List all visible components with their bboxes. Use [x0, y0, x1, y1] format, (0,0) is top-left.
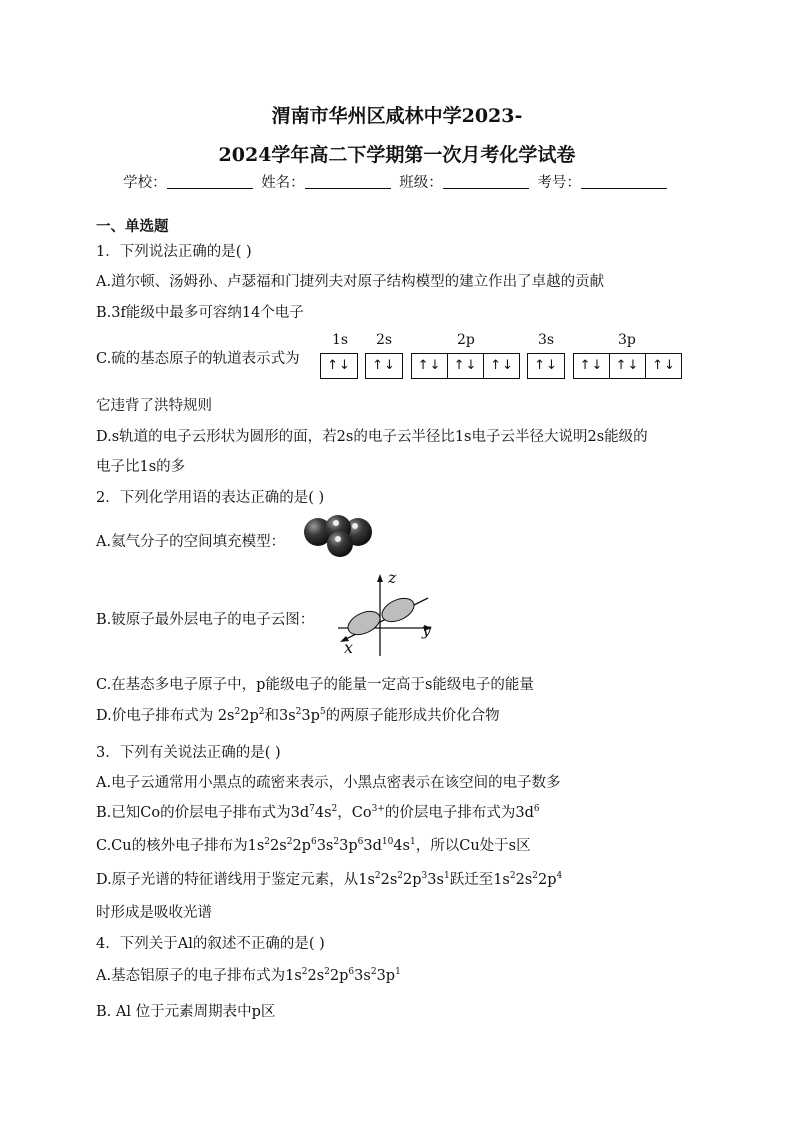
q4-a-config: $1s^22s^22p^63s^23p^1$ [285, 967, 401, 984]
q3-b-config2: $3d^6$ [515, 804, 540, 821]
orbital-box-3p [573, 353, 682, 379]
q3-b-prefix: B.已知Co的价层电子排布式为 [96, 805, 291, 821]
q3-b-comma: ， [337, 805, 352, 821]
exam-number-blank[interactable] [581, 174, 667, 189]
orbital-box-3s [527, 353, 565, 379]
orbital-cell: ↑↓ [372, 358, 396, 373]
q3-b-config: $3d^74s^2$ [290, 804, 338, 821]
space-filling-model-image [300, 512, 378, 560]
q4-stem: 4．下列关于Al的叙述不正确的是( ) [96, 936, 325, 952]
school-label: 学校： [123, 175, 167, 191]
q2-stem: 2．下列化学用语的表达正确的是( ) [96, 490, 325, 506]
class-blank[interactable] [443, 174, 529, 189]
q1-stem: 1．下列说法正确的是( ) [96, 244, 252, 260]
exam-title-line1: 渭南市华州区咸林中学2023- [271, 105, 523, 127]
q1-option-c: C.硫的基态原子的轨道表示式为 [96, 351, 300, 367]
orbital-cell: ↑↓ [534, 358, 558, 373]
orbital-cell: ↑↓ [652, 358, 676, 373]
q2-d-and: 和 [264, 708, 279, 724]
q2-option-b: B.铍原子最外层电子的电子云图： [96, 612, 315, 628]
school-blank[interactable] [167, 174, 253, 189]
q1-option-a: A.道尔顿、汤姆孙、卢瑟福和门捷列夫对原子结构模型的建立作出了卓越的贡献 [96, 274, 605, 290]
q3-d-config1: $1s^22s^22p^33s^1$ [358, 871, 450, 888]
q2-d-config1: $2s^22p^2$ [217, 707, 265, 724]
orbital-cell: ↑↓ [327, 358, 351, 373]
axis-label-y: y [422, 620, 432, 639]
q3-d-config2: $1s^22s^22p^4$ [493, 871, 563, 888]
orbital-label-1s: 1s [332, 332, 349, 348]
q3-c-config: $1s^22s^22p^63s^23p^63d^{10}4s^1$ [247, 837, 416, 854]
q1-option-b: B.3f能级中最多可容纳14个电子 [96, 305, 304, 321]
q3-stem: 3．下列有关说法正确的是( ) [96, 745, 281, 761]
orbital-cell: ↑↓ [574, 354, 610, 378]
q2-option-c: C.在基态多电子原子中，p能级电子的能量一定高于s能级电子的能量 [96, 677, 534, 693]
q3-option-b [96, 801, 540, 822]
q3-d-prefix: D.原子光谱的特征谱线用于鉴定元素，从 [96, 872, 359, 888]
axis-label-x: x [344, 638, 354, 657]
q3-b-mid: 的价层电子排布式为 [384, 805, 516, 821]
q1-option-c-continued: 它违背了洪特规则 [96, 398, 212, 414]
q3-c-suffix: ，所以Cu处于s区 [415, 838, 531, 854]
q2-d-suffix: 的两原子能形成共价化合物 [325, 708, 500, 724]
name-blank[interactable] [305, 174, 391, 189]
orbital-box-1s [320, 353, 358, 379]
orbital-cell: ↑↓ [490, 358, 514, 373]
q1-option-d-line2: 电子比1s的多 [96, 459, 186, 475]
name-label: 姓名： [261, 175, 305, 191]
exam-number-label: 考号： [537, 175, 581, 191]
q2-d-config2: $3s^23p^5$ [278, 707, 326, 724]
exam-title-line2: 2024学年高二下学期第一次月考化学试卷 [218, 144, 576, 166]
orbital-box-2s [365, 353, 403, 379]
electron-cloud-diagram [332, 568, 442, 660]
class-label: 班级： [399, 175, 443, 191]
q2-d-prefix: D.价电子排布式为 [96, 708, 214, 724]
q3-option-d-line2: 时形成是吸收光谱 [96, 905, 212, 921]
q3-option-a: A.电子云通常用小黑点的疏密来表示，小黑点密表示在该空间的电子数多 [96, 775, 561, 791]
orbital-cell: ↑↓ [610, 354, 646, 378]
q3-option-c [96, 834, 531, 855]
q3-option-d-line1 [96, 868, 562, 889]
q2-option-d [96, 704, 500, 725]
section-heading: 一、单选题 [96, 218, 169, 235]
q2-option-a: A.氦气分子的空间填充模型： [96, 534, 286, 550]
axis-label-z: z [388, 568, 397, 587]
q1-option-d-line1: D.s轨道的电子云形状为圆形的面，若2s的电子云半径比1s电子云半径大说明2s能级的 [96, 429, 648, 445]
orbital-cell: ↑↓ [412, 354, 448, 378]
orbital-box-2p [411, 353, 520, 379]
q3-d-mid: 跃迁至 [449, 872, 494, 888]
student-info-row [0, 171, 794, 192]
orbital-label-2p: 2p [457, 332, 475, 348]
q4-option-b: B. Al 位于元素周期表中p区 [96, 1004, 276, 1020]
q3-c-prefix: C.Cu的核外电子排布为 [96, 838, 248, 854]
orbital-cell: ↑↓ [448, 354, 484, 378]
q4-a-prefix: A.基态铝原子的电子排布式为 [96, 968, 286, 984]
orbital-label-3s: 3s [538, 332, 555, 348]
orbital-label-3p: 3p [618, 332, 636, 348]
q3-b-ion: $Co^{3+}$ [351, 804, 385, 821]
q4-option-a [96, 964, 401, 985]
orbital-label-2s: 2s [376, 332, 393, 348]
